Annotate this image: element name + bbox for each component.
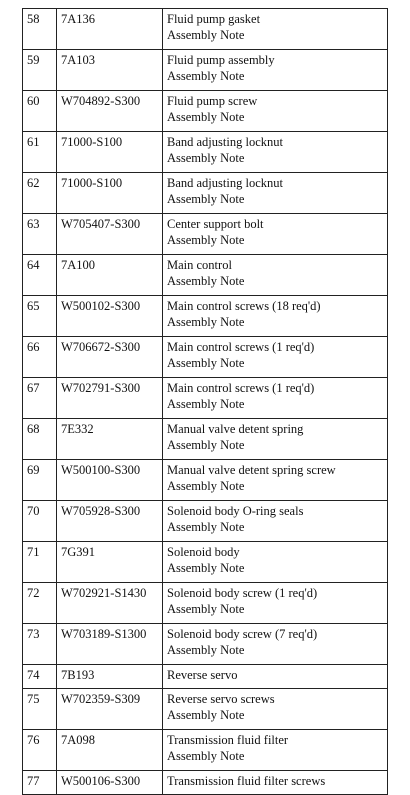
- item-number-cell: 69: [23, 460, 57, 501]
- part-number-cell: 7E332: [57, 419, 163, 460]
- description-cell: [163, 9, 388, 50]
- item-number-cell: 75: [23, 689, 57, 730]
- description-cell: [163, 771, 388, 795]
- description-cell: [163, 255, 388, 296]
- item-number-cell: 59: [23, 50, 57, 91]
- item-number-cell: 58: [23, 9, 57, 50]
- assembly-note-link[interactable]: Assembly Note: [167, 708, 245, 722]
- table-row: [23, 91, 388, 132]
- item-number-cell: 63: [23, 214, 57, 255]
- item-number-cell: 67: [23, 378, 57, 419]
- part-number-cell: W705928-S300: [57, 501, 163, 542]
- part-number-cell: W702921-S1430: [57, 583, 163, 624]
- assembly-note-link[interactable]: Assembly Note: [167, 192, 245, 206]
- description-text: Manual valve detent spring screw: [167, 463, 336, 477]
- assembly-note-link[interactable]: Assembly Note: [167, 602, 245, 616]
- item-number-cell: 61: [23, 132, 57, 173]
- assembly-note-link[interactable]: Assembly Note: [167, 561, 245, 575]
- table-row: [23, 624, 388, 665]
- assembly-note-link[interactable]: Assembly Note: [167, 151, 245, 165]
- description-cell: [163, 296, 388, 337]
- assembly-note-link[interactable]: Assembly Note: [167, 749, 245, 763]
- description-cell: [163, 50, 388, 91]
- part-number-cell: 7A098: [57, 730, 163, 771]
- description-text: Band adjusting locknut: [167, 176, 283, 190]
- table-row: [23, 337, 388, 378]
- part-number-cell: W500106-S300: [57, 771, 163, 795]
- part-number-cell: 7A136: [57, 9, 163, 50]
- assembly-note-link[interactable]: Assembly Note: [167, 28, 245, 42]
- description-text: Solenoid body screw (1 req'd): [167, 586, 318, 600]
- description-cell: [163, 132, 388, 173]
- table-row: [23, 665, 388, 689]
- description-text: Main control: [167, 258, 232, 272]
- item-number-cell: 71: [23, 542, 57, 583]
- part-number-cell: 7A100: [57, 255, 163, 296]
- description-cell: [163, 214, 388, 255]
- assembly-note-link[interactable]: Assembly Note: [167, 274, 245, 288]
- table-row: [23, 689, 388, 730]
- item-number-cell: 64: [23, 255, 57, 296]
- table-row: [23, 583, 388, 624]
- part-number-cell: W704892-S300: [57, 91, 163, 132]
- description-cell: [163, 173, 388, 214]
- item-number-cell: 77: [23, 771, 57, 795]
- item-number-cell: 60: [23, 91, 57, 132]
- item-number-cell: 65: [23, 296, 57, 337]
- assembly-note-link[interactable]: Assembly Note: [167, 520, 245, 534]
- parts-table: [22, 8, 388, 795]
- part-number-cell: 7G391: [57, 542, 163, 583]
- assembly-note-link[interactable]: Assembly Note: [167, 110, 245, 124]
- item-number-cell: 62: [23, 173, 57, 214]
- description-text: Reverse servo: [167, 668, 238, 682]
- assembly-note-link[interactable]: Assembly Note: [167, 479, 245, 493]
- table-row: [23, 460, 388, 501]
- table-row: [23, 214, 388, 255]
- description-cell: [163, 501, 388, 542]
- part-number-cell: 7B193: [57, 665, 163, 689]
- assembly-note-link[interactable]: Assembly Note: [167, 438, 245, 452]
- description-cell: [163, 460, 388, 501]
- description-text: Reverse servo screws: [167, 692, 275, 706]
- description-cell: [163, 583, 388, 624]
- item-number-cell: 73: [23, 624, 57, 665]
- part-number-cell: W705407-S300: [57, 214, 163, 255]
- description-cell: [163, 378, 388, 419]
- description-cell: [163, 337, 388, 378]
- table-row: [23, 132, 388, 173]
- assembly-note-link[interactable]: Assembly Note: [167, 356, 245, 370]
- table-row: [23, 378, 388, 419]
- table-row: [23, 501, 388, 542]
- description-cell: [163, 689, 388, 730]
- part-number-cell: 71000-S100: [57, 173, 163, 214]
- table-row: [23, 419, 388, 460]
- description-text: Fluid pump assembly: [167, 53, 275, 67]
- part-number-cell: W702359-S309: [57, 689, 163, 730]
- item-number-cell: 72: [23, 583, 57, 624]
- description-text: Main control screws (1 req'd): [167, 340, 315, 354]
- item-number-cell: 70: [23, 501, 57, 542]
- description-text: Transmission fluid filter screws: [167, 774, 326, 788]
- assembly-note-link[interactable]: Assembly Note: [167, 69, 245, 83]
- description-text: Solenoid body: [167, 545, 240, 559]
- description-text: Solenoid body screw (7 req'd): [167, 627, 318, 641]
- item-number-cell: 74: [23, 665, 57, 689]
- description-text: Main control screws (1 req'd): [167, 381, 315, 395]
- part-number-cell: 71000-S100: [57, 132, 163, 173]
- part-number-cell: W706672-S300: [57, 337, 163, 378]
- table-row: [23, 255, 388, 296]
- table-row: [23, 771, 388, 795]
- table-row: [23, 296, 388, 337]
- description-text: Solenoid body O-ring seals: [167, 504, 304, 518]
- item-number-cell: 68: [23, 419, 57, 460]
- part-number-cell: 7A103: [57, 50, 163, 91]
- description-cell: [163, 665, 388, 689]
- description-text: Manual valve detent spring: [167, 422, 304, 436]
- description-text: Fluid pump gasket: [167, 12, 261, 26]
- description-text: Band adjusting locknut: [167, 135, 283, 149]
- description-text: Fluid pump screw: [167, 94, 258, 108]
- description-cell: [163, 542, 388, 583]
- description-cell: [163, 624, 388, 665]
- part-number-cell: W703189-S1300: [57, 624, 163, 665]
- table-row: [23, 9, 388, 50]
- part-number-cell: W500102-S300: [57, 296, 163, 337]
- table-row: [23, 50, 388, 91]
- assembly-note-link[interactable]: Assembly Note: [167, 315, 245, 329]
- description-text: Transmission fluid filter: [167, 733, 289, 747]
- table-row: [23, 173, 388, 214]
- description-cell: [163, 91, 388, 132]
- item-number-cell: 76: [23, 730, 57, 771]
- part-number-cell: W500100-S300: [57, 460, 163, 501]
- description-cell: [163, 730, 388, 771]
- description-cell: [163, 419, 388, 460]
- parts-table-body: [23, 9, 388, 795]
- table-row: [23, 542, 388, 583]
- item-number-cell: 66: [23, 337, 57, 378]
- assembly-note-link[interactable]: Assembly Note: [167, 233, 245, 247]
- table-row: [23, 730, 388, 771]
- assembly-note-link[interactable]: Assembly Note: [167, 643, 245, 657]
- part-number-cell: W702791-S300: [57, 378, 163, 419]
- description-text: Center support bolt: [167, 217, 264, 231]
- description-text: Main control screws (18 req'd): [167, 299, 321, 313]
- assembly-note-link[interactable]: Assembly Note: [167, 397, 245, 411]
